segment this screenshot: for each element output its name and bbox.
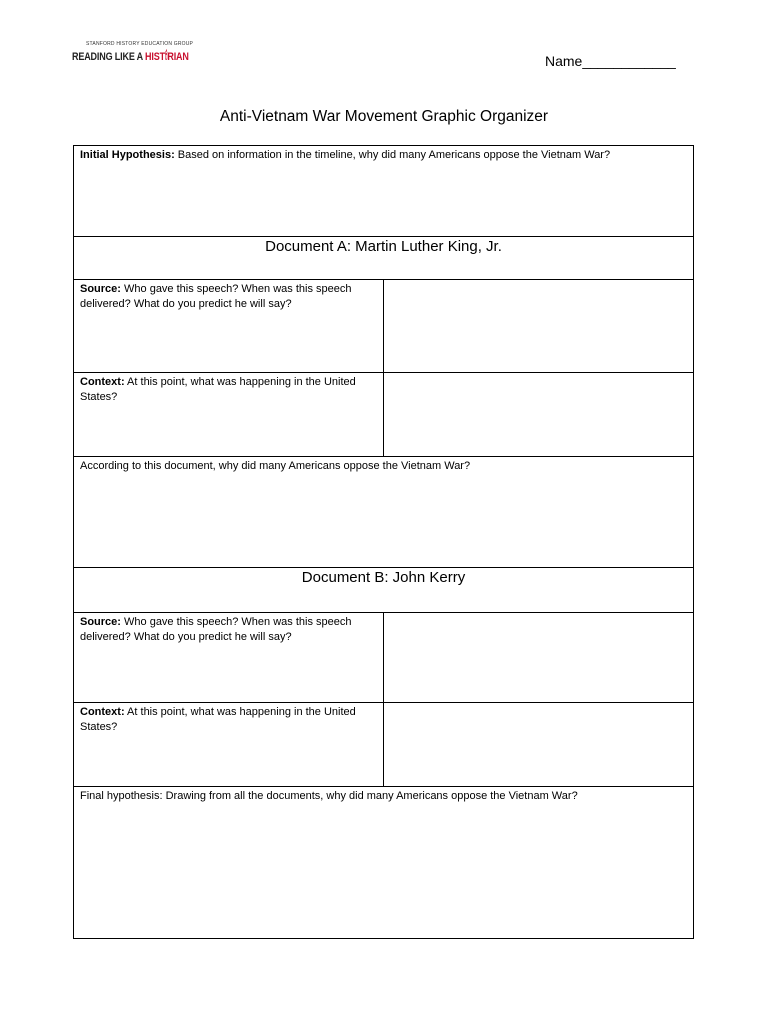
document-b-context-row — [74, 703, 694, 787]
document-a-context-label-cell — [74, 373, 384, 457]
logo-text-c: RIAN — [167, 51, 189, 63]
document-a-source-label-cell — [74, 280, 384, 373]
page-title: Anti-Vietnam War Movement Graphic Organizer — [219, 108, 549, 125]
document-a-question-cell[interactable] — [74, 457, 694, 568]
source-label: Source: — [80, 616, 121, 628]
document-a-question-prompt: According to this document, why did many Americans oppose the Vietnam War? — [80, 460, 471, 472]
document-a-question-row — [74, 457, 694, 568]
initial-hypothesis-cell[interactable] — [74, 146, 694, 237]
source-label: Source: — [80, 283, 121, 295]
document-a-heading: Document A: Martin Luther King, Jr. — [74, 237, 694, 280]
document-b-heading: Document B: John Kerry — [74, 568, 694, 613]
document-b-source-label-cell — [74, 613, 384, 703]
document-b-source-row — [74, 613, 694, 703]
initial-hypothesis-row — [74, 146, 694, 237]
context-prompt: At this point, what was happening in the United States? — [80, 376, 356, 403]
initial-hypothesis-prompt: Based on information in the timeline, why did many Americans oppose the Vietnam War? — [174, 149, 611, 161]
document-b-context-answer[interactable] — [384, 703, 694, 787]
document-b-heading-row — [74, 568, 694, 613]
final-hypothesis-row — [74, 787, 694, 939]
document-a-source-row — [74, 280, 694, 373]
logo-org-name: STANFORD HISTORY EDUCATION GROUP — [86, 41, 194, 47]
document-b-source-answer[interactable] — [384, 613, 694, 703]
context-label: Context: — [80, 376, 125, 388]
context-label: Context: — [80, 706, 125, 718]
logo-text-a: READING LIKE A — [72, 51, 146, 63]
reading-like-a-historian-logo — [72, 40, 202, 68]
final-hypothesis-cell[interactable] — [74, 787, 694, 939]
logo-wordmark — [72, 51, 189, 64]
context-prompt: At this point, what was happening in the United States? — [80, 706, 356, 733]
source-prompt: Who gave this speech? When was this speech delivered? What do you predict he will say? — [80, 283, 352, 310]
name-field: Name____________ — [545, 53, 676, 69]
document-a-context-row — [74, 373, 694, 457]
document-a-source-answer[interactable] — [384, 280, 694, 373]
source-prompt: Who gave this speech? When was this speech delivered? What do you predict he will say? — [80, 616, 352, 643]
logo-text-b: HIST — [145, 51, 165, 63]
final-hypothesis-prompt: Final hypothesis: Drawing from all the documents, why did many Americans oppose the Vietnam War? — [80, 790, 578, 802]
initial-hypothesis-label: Initial Hypothesis: — [80, 149, 175, 161]
graphic-organizer-table — [73, 145, 694, 939]
torch-icon: 🕯︎ — [164, 50, 168, 62]
document-a-context-answer[interactable] — [384, 373, 694, 457]
document-a-heading-row — [74, 237, 694, 280]
document-b-context-label-cell — [74, 703, 384, 787]
